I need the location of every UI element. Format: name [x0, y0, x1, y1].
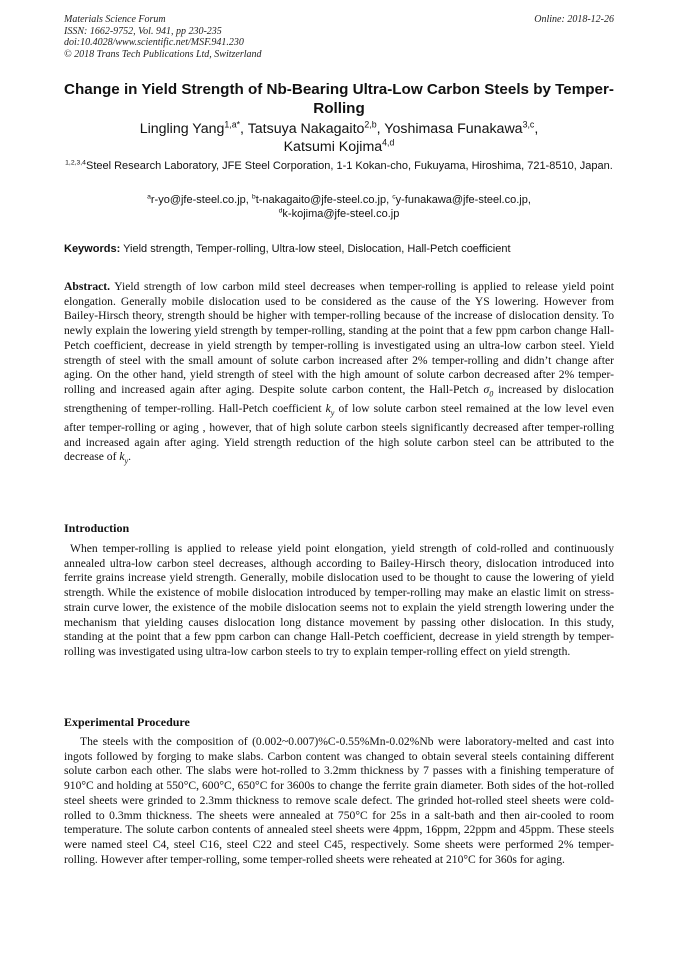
email-link[interactable]: k-kojima@jfe-steel.co.jp — [282, 207, 400, 220]
copyright-line: © 2018 Trans Tech Publications Ltd, Switzerland — [64, 48, 262, 60]
ky-symbol: $k_y$ — [119, 450, 129, 466]
keywords-label: Keywords: — [64, 243, 121, 255]
email-link[interactable]: r-yo@jfe-steel.co.jp, — [150, 194, 252, 206]
issn-line: ISSN: 1662-9752, Vol. 941, pp 230-235 — [64, 25, 222, 37]
affiliation-sup: 1,2,3,4 — [65, 159, 86, 167]
keywords-text: Yield strength, Temper-rolling, Ultra-low steel, Dislocation, Hall-Petch coefficient — [123, 243, 511, 255]
author-sup: 3,c — [522, 119, 535, 130]
journal-name: Materials Science Forum — [64, 14, 166, 25]
journal-header — [64, 14, 262, 60]
author-sup: 4,d — [382, 137, 395, 148]
keywords — [64, 242, 614, 256]
experimental-heading: Experimental Procedure — [64, 715, 190, 729]
email-link[interactable]: y-funakawa@jfe-steel.co.jp, — [395, 194, 531, 206]
email-link[interactable]: t-nakagaito@jfe-steel.co.jp, — [255, 194, 393, 206]
email-list: $^a$r-yo@jfe-steel.co.jp, $^b$t-nakagaito@jfe-steel.co.jp, $^c$y-funakawa@jfe-steel.co.jp, $^d$k-kojima@jfe-steel.co.jp — [147, 193, 531, 220]
ky-symbol: $k_y$ — [325, 401, 335, 418]
affiliation — [64, 160, 614, 174]
author-name: Katsumi Kojima — [283, 139, 383, 155]
author-name: Yoshimasa Funakawa — [384, 121, 523, 137]
introduction-text: When temper-rolling is applied to release yield point elongation, yield strength of cold-rolled and continuously annealed ultra-low carbon steel decreases, although according to Bailey-Hirsch theory, dislocation introduced into ferrite grains increase yield strength. Generally, mobile dislocation used to be thought to cause the lowering of yield strength. While the existence of mobile dislocation introduced by temper-rolling may make an elastic limit on stress-strain curve lower, the existence of the mobile dislocation seems not to explain the yield strength lowering under the mechanism that yielding causes dislocation long distance movement by passing other dislocation. In this study, standing at the point that a few ppm carbon can change Hall-Petch coefficient, decrease in yield strength by temper-rolling was investigated using ultra-low carbon steels to try to explain temper-rolling effect on yield strength. — [64, 542, 614, 658]
author-sup: 2,b — [364, 119, 377, 130]
online-date: Online: 2018-12-26 — [534, 14, 614, 25]
introduction-heading: Introduction — [64, 521, 130, 535]
affiliation-text: Steel Research Laboratory, JFE Steel Corporation, 1-1 Kokan-cho, Fukuyama, Hiroshima, 721-8510, Japan. — [85, 160, 613, 172]
doi-line: doi:10.4028/www.scientific.net/MSF.941.230 — [64, 37, 244, 49]
sigma-symbol: $\sigma_0$ — [483, 382, 494, 399]
author-list: Lingling Yang$^{1,a*}$, Tatsuya Nakagaito$^{2,b}$, Yoshimasa Funakawa$^{3,c}$, Katsumi Kojima$^{4,d}$ — [139, 119, 539, 155]
abstract: Abstract. Yield strength of low carbon mild steel decreases when temper-rolling is applied to release yield point elongation. Generally mobile dislocation used to be considered as the cause of the YS lowering. However from Bailey-Hirsch theory, strength should be higher with temper-rolling because of the increase of dislocation density. To newly explain the lowering yield strength by temper-rolling, standing at the point that a few ppm carbon change Hall-Petch coefficient, decrease in yield strength by temper-rolling is investigated using an ultra-low carbon steel. Yield strength of steel with the small amount of solute carbon increased after 2% temper-rolling and didn’t change after aging. On the other hand, yield strength of steel with the high amount of solute carbon decreased after 2% temper-rolling and increased again after aging. Despite solute carbon content, the Hall-Petch $\sigma_0$ increased by dislocation strengthening of temper-rolling. Hall-Petch coefficient $k_y$ of low solute carbon steel remained at the low level even after temper-rolling or aging , however, that of high solute carbon steels significantly decreased after temper-rolling and increased again after aging. Yield strength reduction of the high solute carbon steel can be attributed to the decrease of $k_y$. — [64, 280, 614, 466]
paper-title: Change in Yield Strength of Nb-Bearing Ultra-Low Carbon Steels by Temper-Rolling — [64, 81, 614, 117]
author-name: Lingling Yang — [139, 121, 225, 137]
author-sup: 1,a* — [224, 119, 241, 130]
experimental-text: The steels with the composition of (0.002~0.007)%C-0.55%Mn-0.02%Nb were laboratory-melted and cast into ingots followed by forging to make slabs. Carbon content was changed to obtain several steels containing different solute carbon each other. The slabs were hot-rolled to 3.2mm thickness by 7 passes with a finishing temperature of 910°C and holding at 550°C, 600°C, 650°C for 3600s to change the ferrite grain diameter. Both sides of the hot-rolled steel sheets were grinded to 2.3mm thickness to remove scale defect. The grinded hot-rolled steel sheets were cold-rolled to 0.3mm thickness. The sheets were annealed at 750°C for 25s in a salt-bath and then air-cooled to room temperature. The solute carbon contents of annealed steel sheets were 4ppm, 16ppm, 22ppm and 45ppm. These steels were named steel C4, steel C16, steel C22 and steel C45, respectively. Some sheets were performed 2% temper-rolling. However after temper-rolling, some temper-rolled sheets were reheated at 210°C for 360s for aging. — [64, 735, 614, 866]
abstract-label: Abstract. — [64, 280, 111, 293]
author-name: Tatsuya Nakagaito — [247, 121, 365, 137]
